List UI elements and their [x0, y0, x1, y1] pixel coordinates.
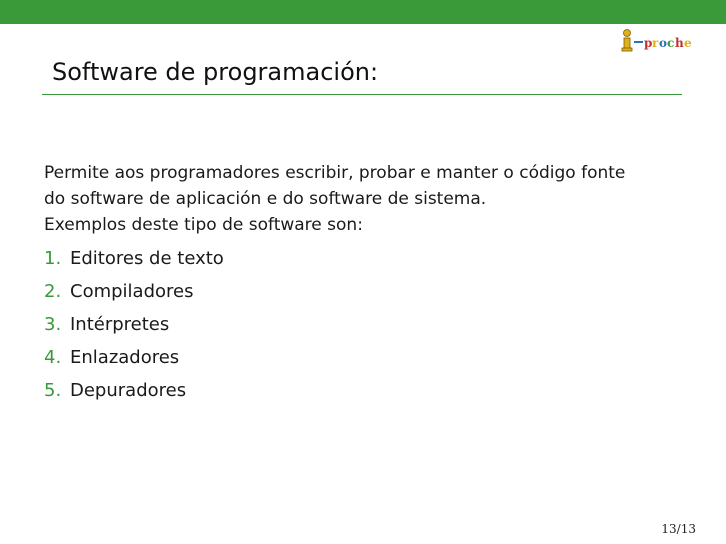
- svg-text:c: c: [667, 36, 675, 50]
- list-item: [44, 279, 224, 312]
- header-bar: [0, 0, 726, 24]
- svg-text:p: p: [644, 36, 653, 50]
- list-item-text: Enlazadores: [70, 347, 180, 368]
- page-number: 13/13: [661, 522, 696, 536]
- list-item-number: 2.: [44, 281, 62, 302]
- list-item-text: Editores de texto: [70, 248, 224, 269]
- list-item-text: Intérpretes: [70, 314, 170, 335]
- list-item: [44, 378, 224, 411]
- svg-text:r: r: [652, 36, 659, 50]
- svg-text:h: h: [675, 36, 684, 50]
- list-item-text: Compiladores: [70, 281, 194, 302]
- svg-text:o: o: [659, 36, 668, 50]
- list-item-number: 3.: [44, 314, 62, 335]
- slide-paragraph: [44, 160, 684, 238]
- list-item: [44, 345, 224, 378]
- title-divider: [42, 94, 682, 95]
- i-proche-logo-icon: [620, 27, 700, 53]
- slide-title: Software de programación:: [52, 58, 379, 86]
- svg-text:e: e: [684, 36, 692, 50]
- software-examples-list: [44, 246, 224, 411]
- paragraph-line: do software de aplicación e do software de sistema.: [44, 189, 487, 209]
- list-item: [44, 312, 224, 345]
- list-item-number: 1.: [44, 248, 62, 269]
- paragraph-line: Exemplos deste tipo de software son:: [44, 215, 363, 235]
- list-item-text: Depuradores: [70, 380, 187, 401]
- list-item: [44, 246, 224, 279]
- paragraph-line: Permite aos programadores escribir, probar e manter o código fonte: [44, 163, 626, 183]
- list-item-number: 4.: [44, 347, 62, 368]
- list-item-number: 5.: [44, 380, 62, 401]
